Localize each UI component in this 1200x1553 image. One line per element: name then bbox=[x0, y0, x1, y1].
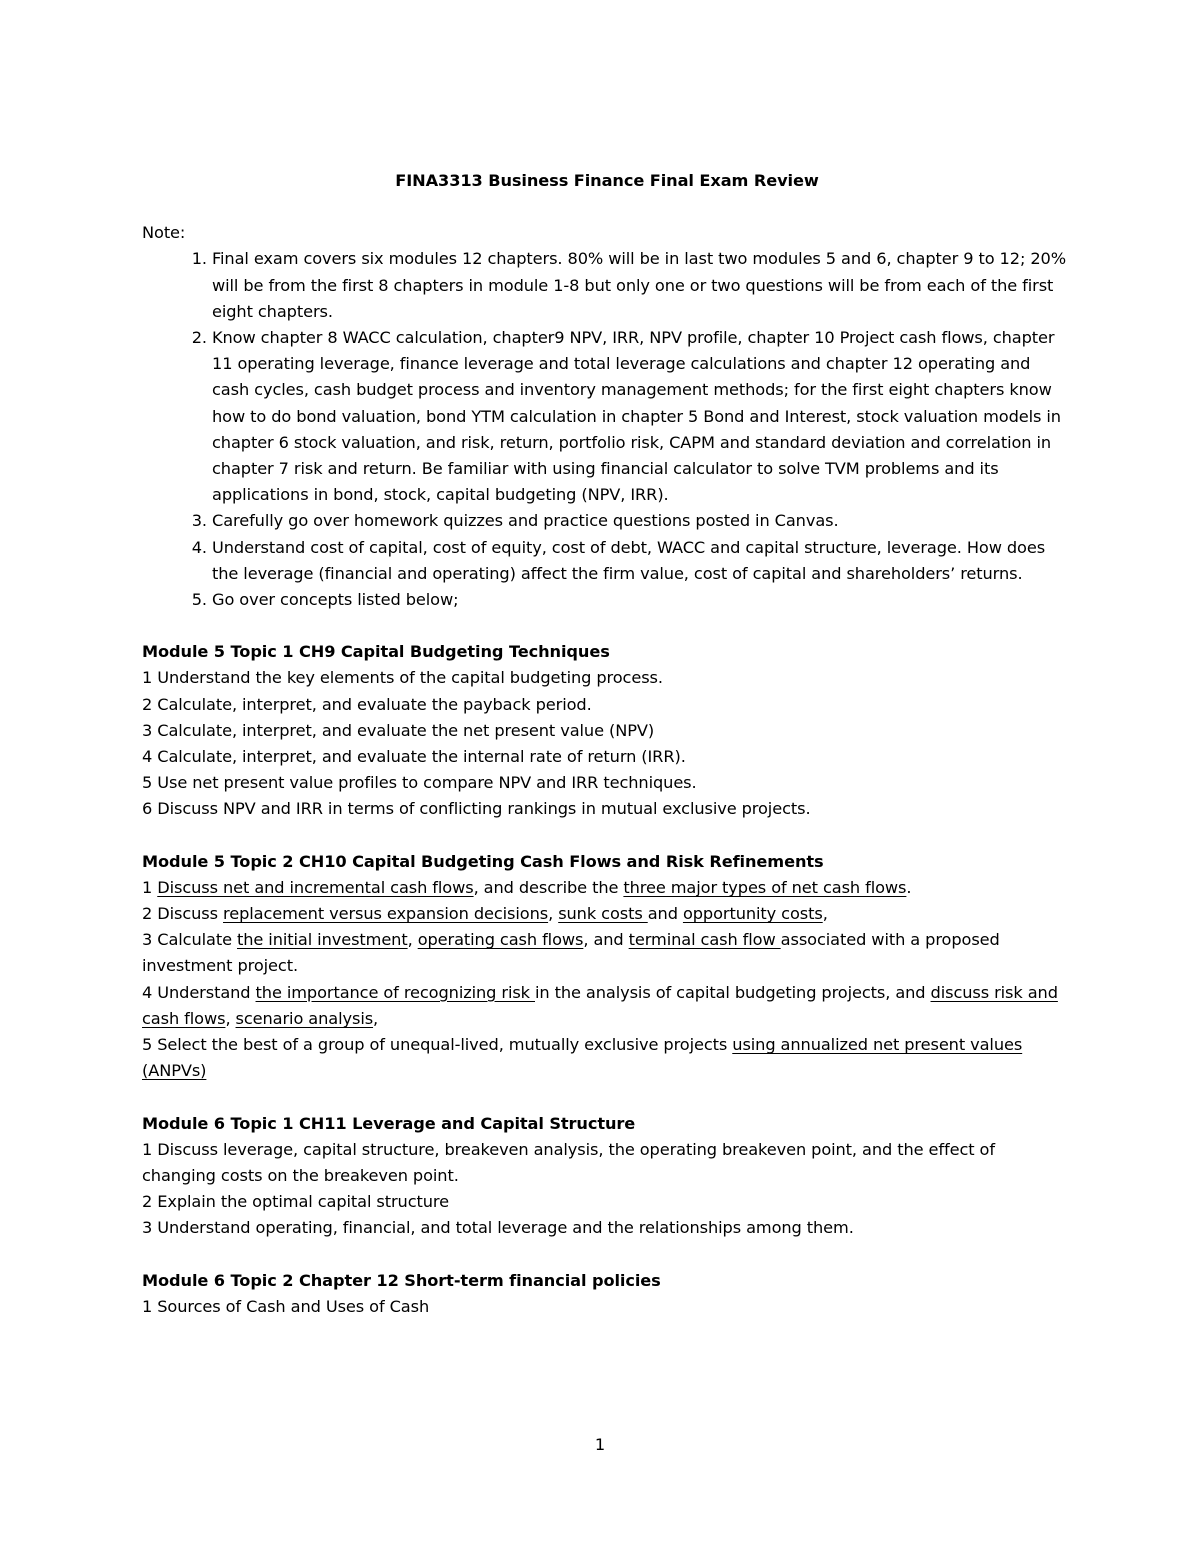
section-item: 1 Understand the key elements of the capital budgeting process. bbox=[142, 668, 663, 688]
section-item bbox=[142, 980, 1072, 1032]
section-item bbox=[142, 875, 1072, 901]
section-module5-topic2 bbox=[142, 849, 1072, 1085]
section-item bbox=[142, 927, 1072, 979]
section-item: 2 Calculate, interpret, and evaluate the payback period. bbox=[142, 694, 592, 714]
text-segment: and bbox=[647, 904, 683, 924]
text-segment: 3 Calculate bbox=[142, 930, 237, 950]
text-segment: 1 bbox=[142, 877, 158, 897]
section-item: 5 Use net present value profiles to compare NPV and IRR techniques. bbox=[142, 773, 697, 793]
section-heading: Module 6 Topic 1 CH11 Leverage and Capital Structure bbox=[142, 1113, 636, 1133]
underlined-text: discuss risk and cash flows bbox=[142, 982, 1058, 1028]
text-segment: , bbox=[822, 904, 828, 924]
section-heading: Module 6 Topic 2 Chapter 12 Short-term financial policies bbox=[142, 1270, 661, 1290]
section-item: 3 Understand operating, financial, and total leverage and the relationships among them. bbox=[142, 1218, 854, 1238]
note-item: 4. Understand cost of capital, cost of equity, cost of debt, WACC and capital structure, leverage. How does the leverage (financial and operating) affect the firm value, cost of capital and shareholders’ returns. bbox=[212, 535, 1072, 587]
rich-items-container bbox=[142, 875, 1072, 1085]
text-segment: 4 Understand bbox=[142, 982, 256, 1002]
underlined-text: Discuss net and incremental cash flows bbox=[157, 877, 474, 897]
underlined-text: three major types of net cash flows bbox=[623, 877, 907, 897]
section-item: 3 Calculate, interpret, and evaluate the net present value (NPV) bbox=[142, 720, 655, 740]
note-label: Note: bbox=[142, 223, 186, 243]
section-item: 1 Discuss leverage, capital structure, breakeven analysis, the operating breakeven point, and the effect of changing costs on the breakeven point. bbox=[142, 1139, 995, 1185]
note-item: 2. Know chapter 8 WACC calculation, chapter9 NPV, IRR, NPV profile, chapter 10 Project cash flows, chapter 11 operating leverage, finance leverage and total leverage calculations and chapter 12 operating and cash cycles, cash budget process and inventory management methods; for the first eight chapters know how to do bond valuation, bond YTM calculation in chapter 5 Bond and Interest, stock valuation models in chapter 6 stock valuation, and risk, return, portfolio risk, CAPM and standard deviation and correlation in chapter 7 risk and return. Be familiar with using financial calculator to solve TVM problems and its applications in bond, stock, capital budgeting (NPV, IRR). bbox=[212, 325, 1072, 508]
page-number: 1 bbox=[594, 1435, 606, 1454]
text-segment: 5 Select the best of a group of unequal-lived, mutually exclusive projects bbox=[142, 1035, 733, 1055]
section-item bbox=[142, 901, 1072, 927]
section-heading: Module 5 Topic 1 CH9 Capital Budgeting Techniques bbox=[142, 642, 610, 662]
section-module6-topic2 bbox=[142, 1268, 1072, 1320]
text-segment: , and bbox=[583, 930, 629, 950]
text-segment: , bbox=[225, 1008, 236, 1028]
underlined-text: the importance of recognizing risk bbox=[255, 982, 535, 1002]
notes-list bbox=[142, 246, 1072, 613]
section-item: 2 Explain the optimal capital structure bbox=[142, 1192, 449, 1212]
section-item: 1 Sources of Cash and Uses of Cash bbox=[142, 1296, 430, 1316]
section-item bbox=[142, 1032, 1072, 1084]
text-segment: , bbox=[548, 904, 559, 924]
note-item: 3. Carefully go over homework quizzes and practice questions posted in Canvas. bbox=[212, 508, 1072, 534]
text-segment: associated with a proposed investment project. bbox=[142, 930, 1000, 976]
section-item: 6 Discuss NPV and IRR in terms of conflicting rankings in mutual exclusive projects. bbox=[142, 799, 811, 819]
section-item: 4 Calculate, interpret, and evaluate the internal rate of return (IRR). bbox=[142, 747, 686, 767]
text-segment: , bbox=[407, 930, 418, 950]
note-item: 1. Final exam covers six modules 12 chapters. 80% will be in last two modules 5 and 6, chapter 9 to 12; 20% will be from the first 8 chapters in module 1-8 but only one or two questions will be from each of the first eight chapters. bbox=[212, 246, 1072, 325]
underlined-text: opportunity costs bbox=[682, 904, 823, 924]
underlined-text: replacement versus expansion decisions bbox=[223, 904, 549, 924]
underlined-text: using annualized net present values (ANPVs) bbox=[142, 1035, 1023, 1081]
underlined-text: scenario analysis bbox=[235, 1008, 374, 1028]
section-module6-topic1 bbox=[142, 1111, 1072, 1242]
text-segment: in the analysis of capital budgeting projects, and bbox=[535, 982, 931, 1002]
section-module5-topic1 bbox=[142, 639, 1072, 822]
underlined-text: the initial investment bbox=[237, 930, 408, 950]
text-segment: , bbox=[373, 1008, 379, 1028]
text-segment: . bbox=[906, 877, 912, 897]
document-title: FINA3313 Business Finance Final Exam Review bbox=[395, 171, 819, 190]
underlined-text: operating cash flows bbox=[417, 930, 584, 950]
note-item: 5. Go over concepts listed below; bbox=[212, 587, 1072, 613]
underlined-text: terminal cash flow bbox=[628, 930, 781, 950]
text-segment: , and describe the bbox=[473, 877, 624, 897]
document-body bbox=[142, 168, 1072, 1320]
section-heading: Module 5 Topic 2 CH10 Capital Budgeting Cash Flows and Risk Refinements bbox=[142, 851, 824, 871]
text-segment: 2 Discuss bbox=[142, 904, 224, 924]
underlined-text: sunk costs bbox=[558, 904, 648, 924]
